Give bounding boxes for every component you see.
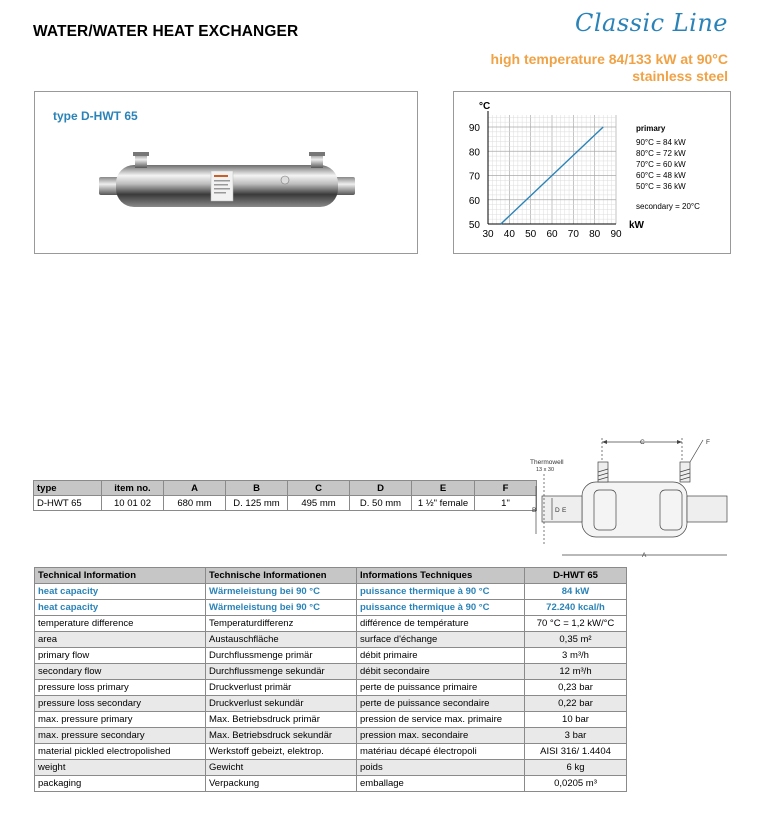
tech-cell-fr: pression max. secondaire <box>357 728 525 744</box>
dim-cell-item: 10 01 02 <box>102 496 164 511</box>
tech-row <box>35 712 627 728</box>
tech-cell-en: packaging <box>35 776 206 792</box>
tech-cell-en: heat capacity <box>35 600 206 616</box>
tech-cell-value: 72.240 kcal/h <box>525 600 627 616</box>
y-tick-label: 90 <box>468 123 480 134</box>
dimensions-header-row <box>34 481 537 496</box>
technical-info-table <box>34 567 627 792</box>
dim-cell-d: D. 50 mm <box>350 496 412 511</box>
page-title: WATER/WATER HEAT EXCHANGER <box>33 23 299 40</box>
tech-cell-en: temperature difference <box>35 616 206 632</box>
tech-cell-value: 6 kg <box>525 760 627 776</box>
dim-label-f: F <box>706 439 710 446</box>
dim-label-d: D <box>555 507 560 514</box>
tech-cell-de: Verpackung <box>206 776 357 792</box>
tech-cell-fr: matériau décapé électropoli <box>357 744 525 760</box>
subtitle-material: stainless steel <box>632 68 728 84</box>
y-tick-label: 70 <box>468 171 480 183</box>
tech-cell-fr: surface d'échange <box>357 632 525 648</box>
dimensions-row <box>34 496 537 511</box>
tech-cell-en: weight <box>35 760 206 776</box>
tech-cell-en: material pickled electropolished <box>35 744 206 760</box>
y-tick-label: 80 <box>468 147 480 159</box>
dimensions-table <box>33 480 537 511</box>
tech-cell-value: 12 m³/h <box>525 664 627 680</box>
tech-cell-fr: pression de service max. primaire <box>357 712 525 728</box>
tech-cell-en: pressure loss secondary <box>35 696 206 712</box>
tech-cell-en: secondary flow <box>35 664 206 680</box>
dim-header-e: E <box>412 481 475 496</box>
legend-entry: 60°C = 48 kW <box>636 171 686 180</box>
tech-cell-value: 70 °C = 1,2 kW/°C <box>525 616 627 632</box>
tech-cell-de: Durchflussmenge sekundär <box>206 664 357 680</box>
tech-cell-de: Gewicht <box>206 760 357 776</box>
tech-row <box>35 728 627 744</box>
x-tick-label: 40 <box>503 229 515 240</box>
x-tick-label: 30 <box>482 229 494 240</box>
tech-cell-value: 10 bar <box>525 712 627 728</box>
tech-cell-fr: perte de puissance secondaire <box>357 696 525 712</box>
subtitle-capacity: high temperature 84/133 kW at 90°C <box>490 51 728 67</box>
tech-cell-en: max. pressure primary <box>35 712 206 728</box>
tech-cell-value: 0,23 bar <box>525 680 627 696</box>
dim-cell-e: 1 ½" female <box>412 496 475 511</box>
dim-cell-f: 1" <box>475 496 537 511</box>
tech-cell-en: area <box>35 632 206 648</box>
tech-cell-de: Temperaturdifferenz <box>206 616 357 632</box>
tech-cell-de: Wärmeleistung bei 90 °C <box>206 600 357 616</box>
performance-chart <box>453 91 731 254</box>
tech-cell-en: heat capacity <box>35 584 206 600</box>
tech-row <box>35 680 627 696</box>
tech-row <box>35 760 627 776</box>
tech-cell-fr: puissance thermique à 90 °C <box>357 584 525 600</box>
tech-cell-de: Durchflussmenge primär <box>206 648 357 664</box>
product-type-label: type D-HWT 65 <box>53 109 138 123</box>
technical-drawing <box>522 430 742 565</box>
dim-label-b: B <box>532 507 537 514</box>
dim-header-b: B <box>226 481 288 496</box>
legend-title: primary <box>636 124 666 133</box>
chart-svg <box>454 92 730 253</box>
y-tick-label: 60 <box>468 195 480 207</box>
x-tick-label: 80 <box>589 229 601 240</box>
legend-entry: 90°C = 84 kW <box>636 138 686 147</box>
tech-cell-en: pressure loss primary <box>35 680 206 696</box>
dim-label-a: A <box>642 552 647 559</box>
tech-header-en: Technical Information <box>35 568 206 584</box>
x-tick-label: 90 <box>610 229 622 240</box>
tech-header-fr: Informations Techniques <box>357 568 525 584</box>
tech-row <box>35 584 627 600</box>
x-tick-label: 60 <box>546 229 558 240</box>
y-tick-label: 50 <box>468 220 480 231</box>
tech-cell-fr: perte de puissance primaire <box>357 680 525 696</box>
tech-row <box>35 648 627 664</box>
tech-cell-value: 3 bar <box>525 728 627 744</box>
tech-cell-value: 84 kW <box>525 584 627 600</box>
brand-logo: Classic Line <box>575 9 728 37</box>
dim-cell-c: 495 mm <box>288 496 350 511</box>
x-axis-label: kW <box>629 220 644 231</box>
tech-row <box>35 744 627 760</box>
tech-row <box>35 632 627 648</box>
tech-row <box>35 600 627 616</box>
dim-header-item: item no. <box>102 481 164 496</box>
tech-cell-de: Druckverlust sekundär <box>206 696 357 712</box>
dim-label-e: E <box>562 507 567 514</box>
tech-cell-de: Werkstoff gebeizt, elektrop. <box>206 744 357 760</box>
legend-entry: 50°C = 36 kW <box>636 182 686 191</box>
tech-cell-de: Druckverlust primär <box>206 680 357 696</box>
dim-header-c: C <box>288 481 350 496</box>
dim-header-a: A <box>164 481 226 496</box>
dim-cell-b: D. 125 mm <box>226 496 288 511</box>
tech-cell-en: max. pressure secondary <box>35 728 206 744</box>
tech-cell-value: 0,0205 m³ <box>525 776 627 792</box>
legend-entry: 80°C = 72 kW <box>636 149 686 158</box>
tech-row <box>35 776 627 792</box>
legend-secondary: secondary = 20°C <box>636 202 700 211</box>
tech-row <box>35 616 627 632</box>
y-axis-label: °C <box>479 101 491 112</box>
tech-header-de: Technische Informationen <box>206 568 357 584</box>
heat-exchanger-photo <box>99 144 355 224</box>
tech-row <box>35 664 627 680</box>
product-photo-box <box>34 91 418 254</box>
dim-cell-a: 680 mm <box>164 496 226 511</box>
tech-cell-fr: différence de température <box>357 616 525 632</box>
tech-cell-fr: débit primaire <box>357 648 525 664</box>
thermowell-size: 13 x 30 <box>536 467 555 473</box>
x-tick-label: 70 <box>567 229 579 240</box>
tech-cell-en: primary flow <box>35 648 206 664</box>
tech-cell-fr: poids <box>357 760 525 776</box>
dim-cell-type: D-HWT 65 <box>34 496 102 511</box>
tech-cell-value: 3 m³/h <box>525 648 627 664</box>
dim-header-type: type <box>34 481 102 496</box>
tech-row <box>35 696 627 712</box>
tech-cell-value: 0,35 m² <box>525 632 627 648</box>
tech-cell-de: Max. Betriebsdruck primär <box>206 712 357 728</box>
thermowell-label: Thermowell <box>530 459 564 466</box>
tech-cell-fr: débit secondaire <box>357 664 525 680</box>
tech-cell-de: Wärmeleistung bei 90 °C <box>206 584 357 600</box>
tech-cell-de: Max. Betriebsdruck sekundär <box>206 728 357 744</box>
dim-label-c: C <box>640 439 645 446</box>
tech-cell-value: 0,22 bar <box>525 696 627 712</box>
dim-header-f: F <box>475 481 537 496</box>
tech-header-model: D-HWT 65 <box>525 568 627 584</box>
x-tick-label: 50 <box>525 229 537 240</box>
tech-header-row <box>35 568 627 584</box>
tech-cell-fr: puissance thermique à 90 °C <box>357 600 525 616</box>
tech-cell-de: Austauschfläche <box>206 632 357 648</box>
tech-cell-value: AISI 316/ 1.4404 <box>525 744 627 760</box>
dim-header-d: D <box>350 481 412 496</box>
tech-cell-fr: emballage <box>357 776 525 792</box>
legend-entry: 70°C = 60 kW <box>636 160 686 169</box>
